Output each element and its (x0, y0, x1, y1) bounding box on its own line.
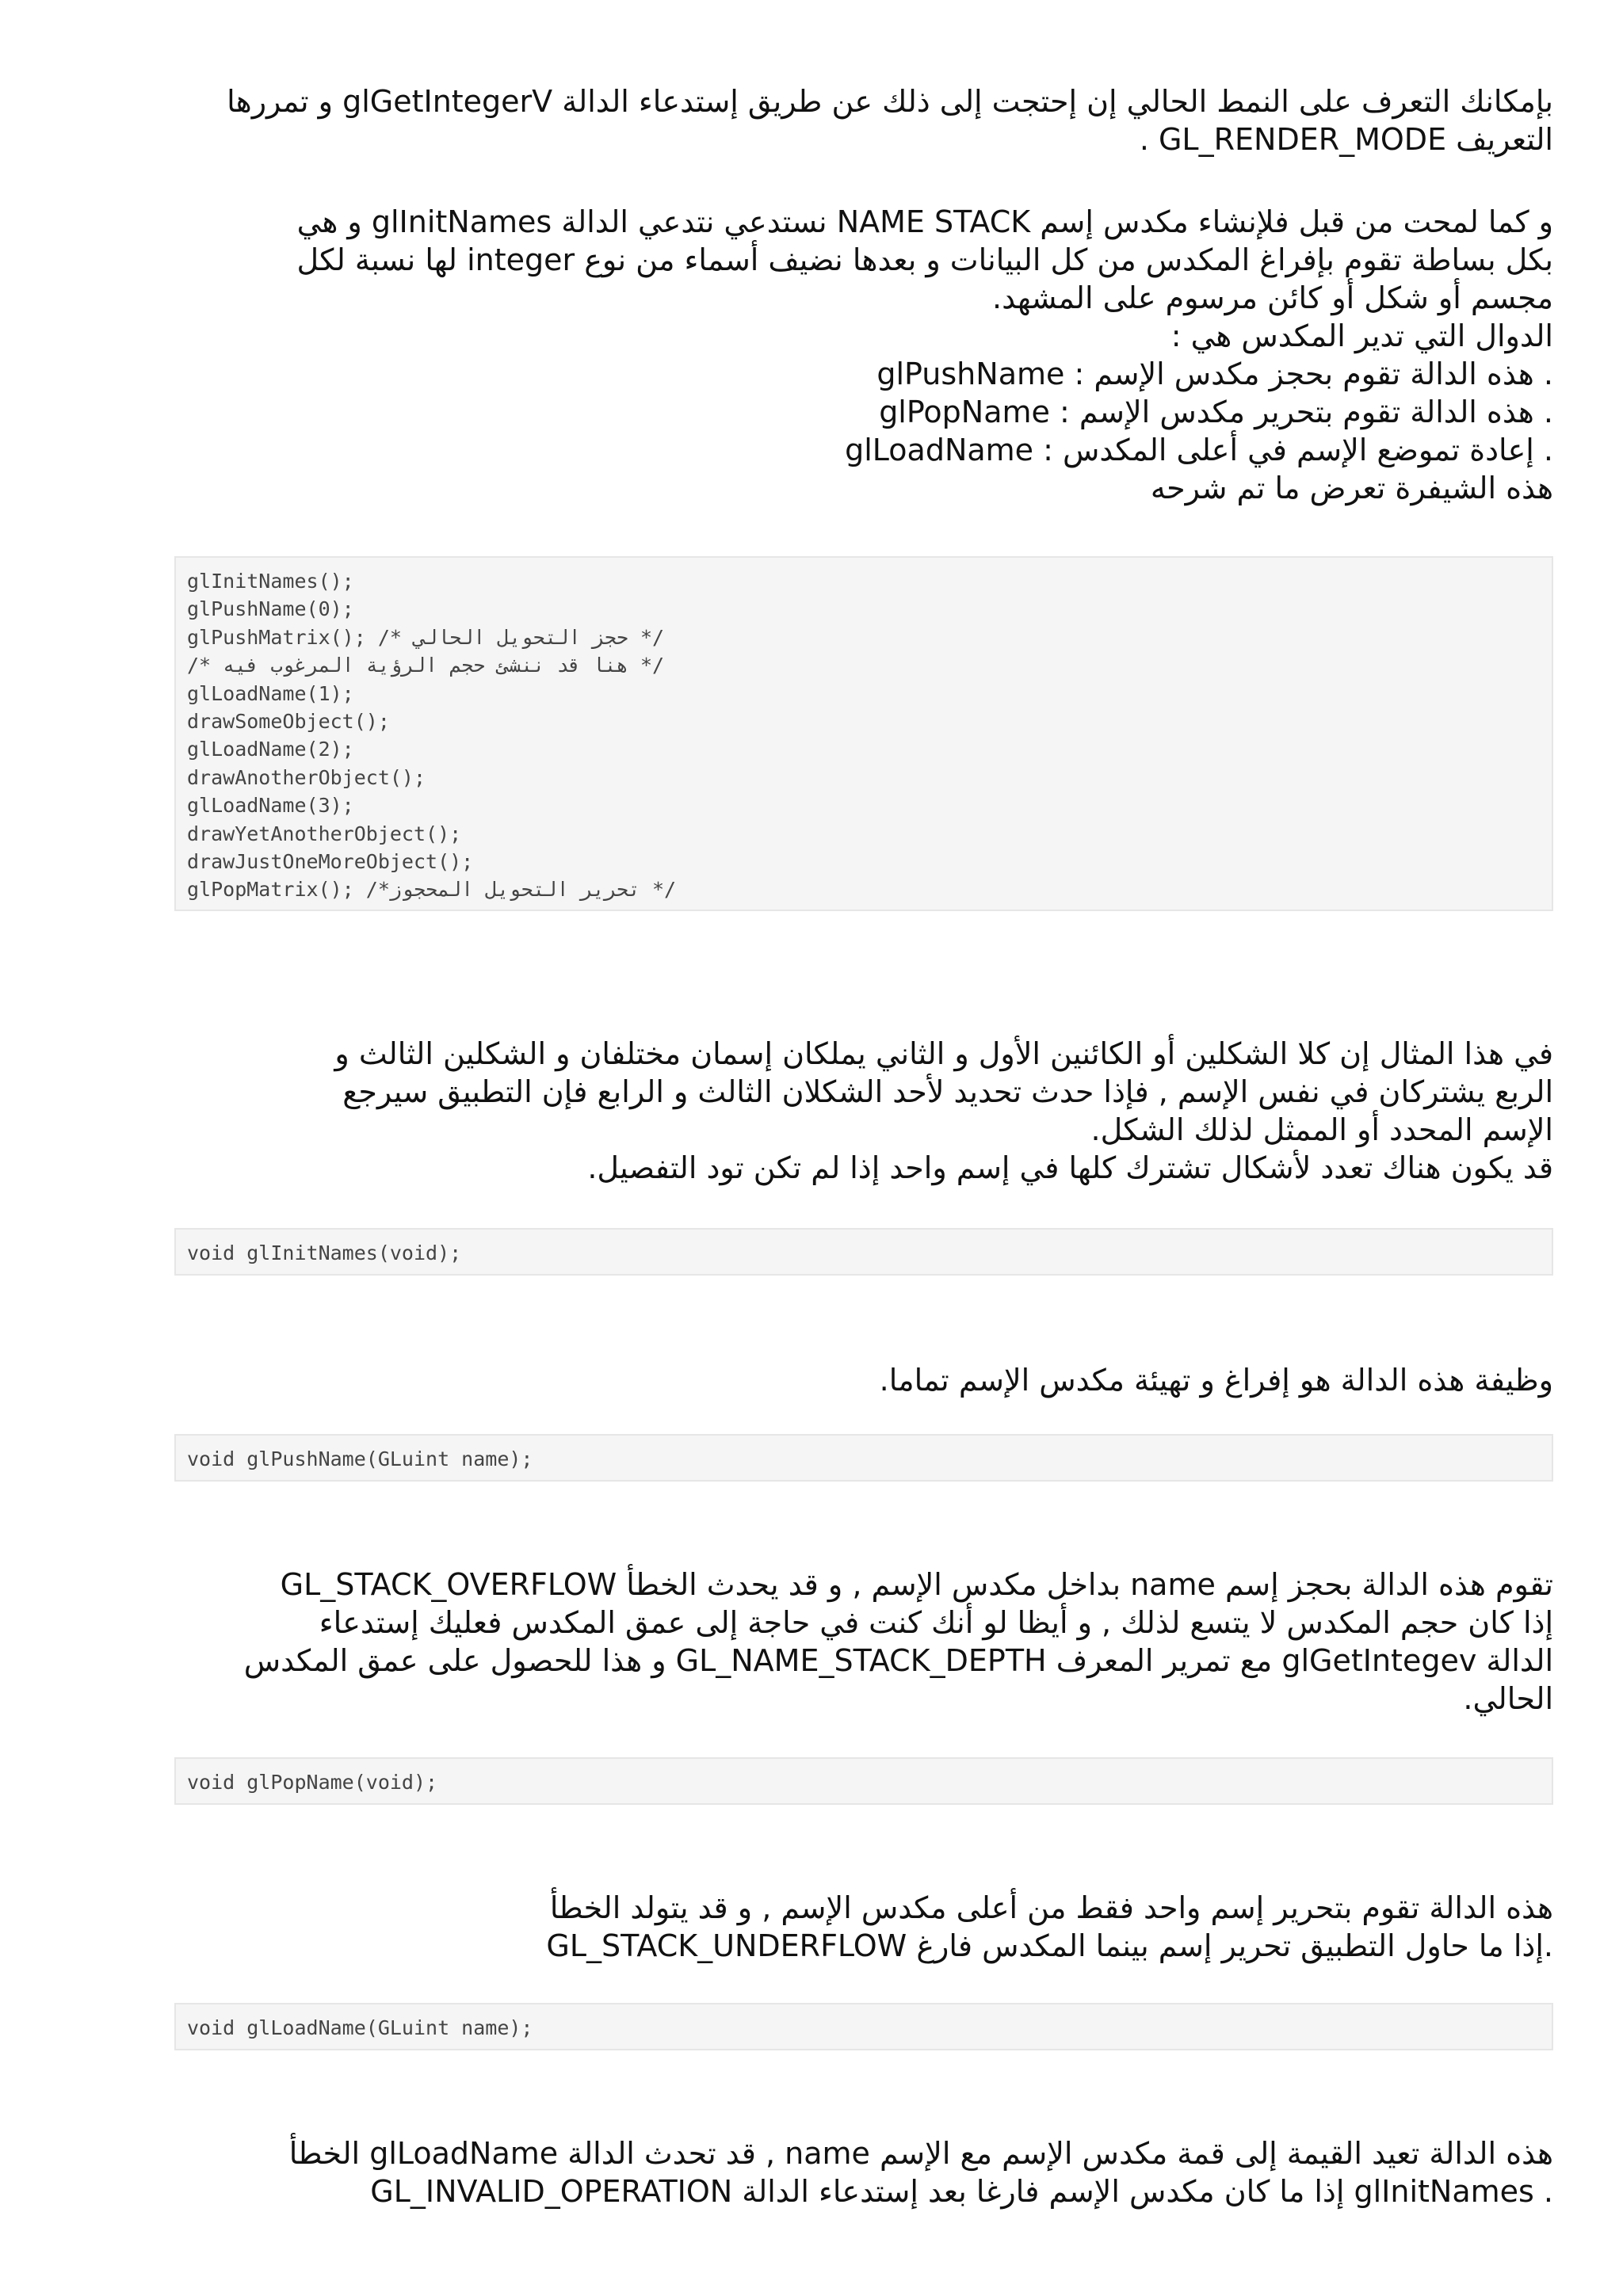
code-line: glPushMatrix(); /* حجز التحويل الحالي */ (187, 625, 665, 649)
text-line: الحالي. (1463, 1681, 1553, 1716)
paragraph-render-mode (174, 82, 1553, 158)
code-line: glLoadName(1); (187, 681, 354, 705)
code-line: void glPushName(GLuint name); (187, 1447, 533, 1470)
code-line: glLoadName(2); (187, 738, 354, 761)
code-line: /* هنا قد ننشئ حجم الرؤية المرغوب فيه */ (187, 654, 665, 677)
code-block-example (174, 556, 1553, 911)
text-line: التعريف GL_RENDER_MODE . (1139, 122, 1553, 157)
text-line: هذه الشيفرة تعرض ما تم شرحه (1150, 471, 1553, 505)
text-line: GL_INVALID_OPERATION إذا ما كان مكدس الإسم فارغا بعد إستدعاء الدالة glInitNames . (370, 2174, 1553, 2209)
document-page (174, 0, 1553, 2296)
code-block-glinitnames (174, 1228, 1553, 1276)
code-block-glpushname (174, 1434, 1553, 1482)
code-line: glPopMatrix(); /*تحرير التحويل المحجوز */ (187, 878, 677, 902)
text-line: إذا كان حجم المكدس لا يتسع لذلك , و أيظا لو أنك كنت في حاجة إلى عمق المكدس فعليك إستدعاء (319, 1605, 1553, 1640)
paragraph-name-stack (174, 203, 1553, 507)
text-line: قد يكون هناك تعدد لأشكال تشترك كلها في إسم واحد إذا لم تكن تود التفصيل. (587, 1150, 1553, 1185)
code-line: drawAnotherObject(); (187, 765, 426, 789)
code-line: drawSomeObject(); (187, 710, 390, 734)
text-line: و كما لمحت من قبل فلإنشاء مكدس إسم NAME STACK نستدعي نتدعي الدالة glInitNames و هي (296, 204, 1553, 239)
text-line: glLoadName : إعادة تموضع الإسم في أعلى المكدس . (845, 433, 1553, 467)
text-line: هذه الدالة تقوم بتحرير إسم واحد فقط من أعلى مكدس الإسم , و قد يتولد الخطأ (549, 1890, 1553, 1925)
paragraph-glpushname-desc (174, 1566, 1553, 1718)
paragraph-glinitnames-desc (174, 1361, 1553, 1399)
code-block-glpopname (174, 1757, 1553, 1805)
text-line: الدالة glGetIntegev مع تمرير المعرف GL_NAME_STACK_DEPTH و هذا للحصول على عمق المكدس (243, 1643, 1553, 1678)
code-line: glLoadName(3); (187, 794, 354, 818)
code-line: drawYetAnotherObject(); (187, 822, 462, 845)
text-line: glPushName : هذه الدالة تقوم بحجز مكدس الإسم . (876, 357, 1553, 391)
text-line: GL_STACK_UNDERFLOW إذا ما حاول التطبيق تحرير إسم بينما المكدس فارغ. (546, 1928, 1553, 1963)
text-line: بكل بساطة تقوم بإفراغ المكدس من كل البيانات و بعدها نضيف أسماء من نوع integer لها نسبة لكل (296, 242, 1553, 277)
code-line: void glInitNames(void); (187, 1241, 462, 1264)
text-line: تقوم هذه الدالة بحجز إسم name بداخل مكدس الإسم , و قد يحدث الخطأ GL_STACK_OVERFLOW (280, 1567, 1553, 1602)
text-line: الربع يشتركان في نفس الإسم , فإذا حدث تحديد لأحد الشكلان الثالث و الرابع فإن التطبيق سيرجع (342, 1074, 1553, 1109)
code-line: void glPopName(void); (187, 1771, 438, 1794)
paragraph-glpopname-desc (174, 1889, 1553, 1965)
text-line: الإسم المحدد أو الممثل لذلك الشكل. (1090, 1112, 1553, 1147)
text-line: وظيفة هذه الدالة هو إفراغ و تهيئة مكدس الإسم تماما. (879, 1363, 1553, 1398)
text-line: في هذا المثال إن كلا الشكلين أو الكائنين الأول و الثاني يملكان إسمان مختلفان و الشكلين الثالث و (334, 1036, 1553, 1071)
code-line: drawJustOneMoreObject(); (187, 850, 474, 874)
paragraph-glloadname-desc (174, 2134, 1553, 2210)
text-line: هذه الدالة تعيد القيمة إلى قمة مكدس الإسم مع الإسم name , قد تحدث الدالة glLoadName الخطأ (288, 2136, 1553, 2171)
code-line: void glLoadName(GLuint name); (187, 2016, 533, 2039)
code-block-glloadname (174, 2003, 1553, 2050)
text-line: الدوال التي تدير المكدس هي : (1170, 318, 1553, 353)
paragraph-example-explanation (174, 1035, 1553, 1187)
text-line: بإمكانك التعرف على النمط الحالي إن إحتجت إلى ذلك عن طريق إستدعاء الدالة glGetIntegerV و تمررها (227, 84, 1553, 119)
text-line: glPopName : هذه الدالة تقوم بتحرير مكدس الإسم . (879, 395, 1553, 429)
code-line: glPushName(0); (187, 597, 354, 621)
code-line: glInitNames(); (187, 570, 354, 593)
text-line: مجسم أو شكل أو كائن مرسوم على المشهد. (991, 280, 1553, 315)
